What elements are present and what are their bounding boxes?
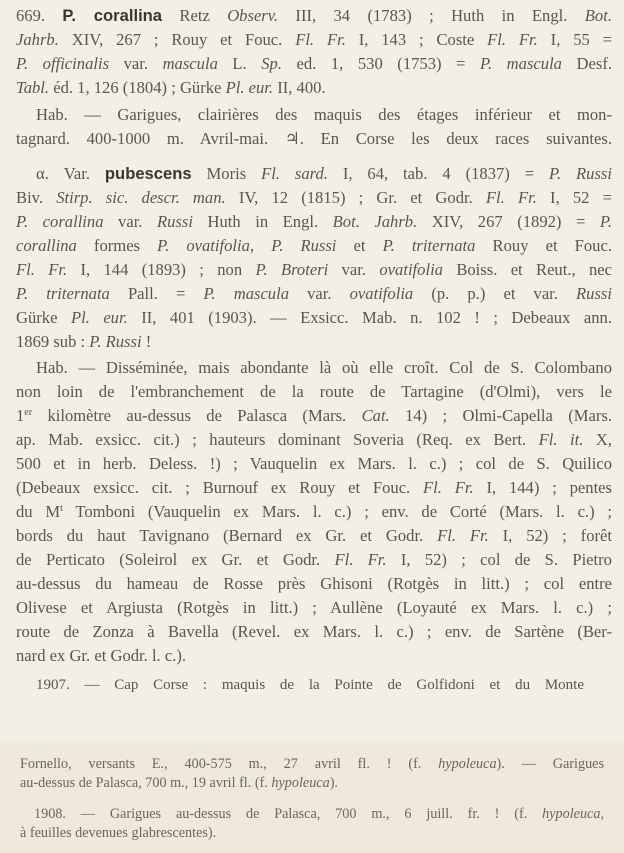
note-1908-line-2: à feuilles devenues glabrescentes). <box>20 825 217 841</box>
habitat-line-2: non loin de l'embranchement de la route de Tartagine (d'Olmi), vers le <box>16 382 612 401</box>
habitat-line-3: 1er kilomètre au-dessus de Palasca (Mars. Cat. 14) ; Olmi-Capella (Mars. <box>16 406 612 425</box>
variety-line-2: Biv. Stirp. sic. descr. man. IV, 12 (1815) ; Gr. et Godr. Fl. Fr. I, 52 = <box>16 188 612 207</box>
note-1907-line-2: Fornello, versants E., 400-575 m., 27 avril fl. ! (f. hypoleuca). — Garigues <box>20 756 604 772</box>
variety-name: pubescens <box>104 164 192 183</box>
variety-line-3: P. corallina var. Russi Huth in Engl. Bot. Jahrb. XIV, 267 (1892) = P. <box>16 212 613 231</box>
entry-number: 669. <box>16 6 46 25</box>
habitat-line-12: route de Zonza à Bavella (Revel. ex Mars. l. c.) ; env. de Sartène (Ber- <box>16 622 612 641</box>
variety-line-7: Gürke Pl. eur. II, 401 (1903). — Exsicc. Mab. n. 102 ! ; Debeaux ann. <box>16 308 612 327</box>
variety-line-5: Fl. Fr. I, 144 (1893) ; non P. Broteri var. ovatifolia Boiss. et Reut., nec <box>16 260 613 279</box>
variety-line-6: P. triternata Pall. = P. mascula var. ovatifolia (p. p.) et var. Russi <box>16 284 612 303</box>
habitat-line-10: au-dessus du hameau de Rosse près Ghisoni (Rotgès in litt.) ; col entre <box>16 574 612 593</box>
habitat-line-13: nard ex Gr. et Godr. l. c.). <box>16 646 187 665</box>
variety-line-1: α. Var. pubescens Moris Fl. sard. I, 64, tab. 4 (1837) = P. Russi <box>36 164 612 183</box>
note-1908-line-1: 1908. — Garigues au-dessus de Palasca, 700 m., 6 juill. fr. ! (f. hypoleuca, <box>34 806 604 822</box>
note-1907-line-3: au-dessus de Palasca, 700 m., 19 avril fl. (f. hypoleuca). <box>20 775 338 791</box>
habitat-line-8: bords du haut Tavignano (Bernard ex Gr. et Godr. Fl. Fr. I, 52) ; forêt <box>16 526 612 545</box>
habitat-line-7: du $M^t$ Tomboni (Vauquelin ex Mars. l. c.) ; env. de Corté (Mars. l. c.) ; <box>16 502 612 521</box>
entry-habitat-line-2: tagnard. 400-1000 m. Avril-mai. ♃. En Corse les deux races suivantes. <box>16 129 612 148</box>
variety-line-8: 1869 sub : P. Russi ! <box>16 332 152 351</box>
variety-line-4: corallina formes P. ovatifolia, P. Russi et P. triternata Rouy et Fouc. <box>16 236 612 255</box>
entry-line-3: P. officinalis var. mascula L. Sp. ed. 1, 530 (1753) = P. mascula Desf. <box>16 54 613 73</box>
note-1907-line-1: 1907. — Cap Corse : maquis de la Pointe de Golfidoni et du Monte <box>36 677 584 693</box>
entry-line-2: Jahrb. XIV, 267 ; Rouy et Fouc. Fl. Fr. I, 143 ; Coste Fl. Fr. I, 55 = <box>16 30 613 49</box>
habitat-line-4: ap. Mab. exsicc. cit.) ; hauteurs dominant Soveria (Req. ex Bert. Fl. it. X, <box>16 430 612 449</box>
habitat-line-9: de Perticato (Soleirol ex Gr. et Godr. Fl. Fr. I, 52) ; col de S. Pietro <box>16 550 612 569</box>
species-name: P. corallina <box>62 6 163 25</box>
entry-line-4: Tabl. éd. 1, 126 (1804) ; Gürke Pl. eur. II, 400. <box>16 78 326 97</box>
habitat-line-1: Hab. — Disséminée, mais abondante là où elle croît. Col de S. Colombano <box>36 358 612 377</box>
entry-line-1: 669. P. corallina Retz Observ. III, 34 (1783) ; Huth in Engl. Bot. <box>16 6 612 25</box>
habitat-line-5: 500 et in herb. Deless. !) ; Vauquelin ex Mars. l. c.) ; col de S. Quilico <box>16 454 612 473</box>
habitat-line-6: (Debeaux exsicc. cit. ; Burnouf ex Rouy et Fouc. Fl. Fr. I, 144) ; pentes <box>16 478 613 497</box>
entry-habitat-line-1: Hab. — Garigues, clairières des maquis des étages inférieur et mon- <box>36 105 612 124</box>
habitat-line-11: Olivese et Argiusta (Rotgès in litt.) ; Aullène (Loyauté ex Mars. l. c.) ; <box>16 598 612 617</box>
